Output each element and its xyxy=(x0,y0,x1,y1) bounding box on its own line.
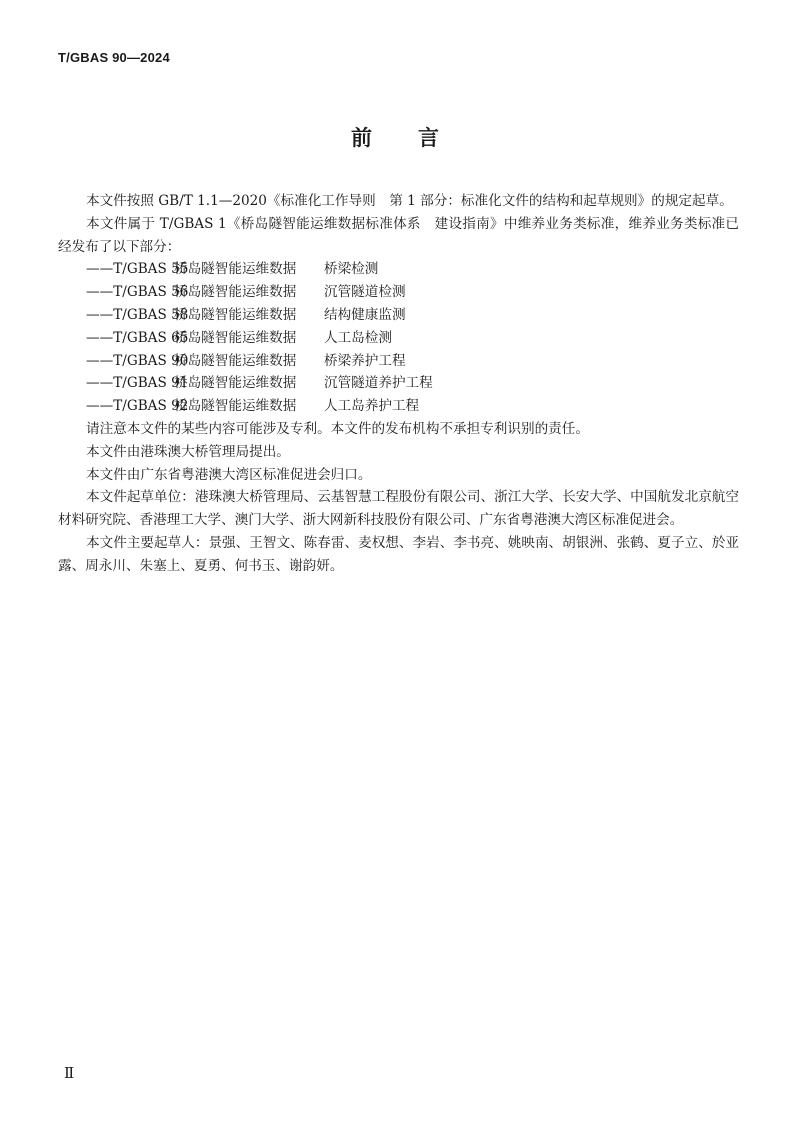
paragraph-administrator: 本文件由广东省粤港澳大湾区标准促进会归口。 xyxy=(86,466,372,483)
standard-topic: 桥梁检测 xyxy=(324,261,379,278)
list-item xyxy=(58,350,739,373)
standard-code: ——T/GBAS 56 xyxy=(86,284,189,301)
standard-series: 桥岛隧智能运维数据 xyxy=(174,352,297,369)
list-item xyxy=(58,258,739,281)
standard-series: 桥岛隧智能运维数据 xyxy=(174,306,297,323)
standard-code: ——T/GBAS 91 xyxy=(86,375,189,392)
standard-topic: 结构健康监测 xyxy=(324,306,406,323)
standard-series: 桥岛隧智能运维数据 xyxy=(174,329,297,346)
standard-topic: 桥梁养护工程 xyxy=(324,352,406,369)
standard-series: 桥岛隧智能运维数据 xyxy=(174,398,297,415)
standard-code: ——T/GBAS 92 xyxy=(86,398,189,415)
page-number: Ⅱ xyxy=(64,1064,75,1082)
paragraph-standard-system: 本文件属于 T/GBAS 1《桥岛隧智能运维数据标准体系 建设指南》中维养业务类标准，维养业务类标准已经发布了以下部分： xyxy=(58,215,739,255)
standard-code: ——T/GBAS 90 xyxy=(86,352,189,369)
paragraph-drafters: 本文件主要起草人：景强、王智文、陈春雷、麦权想、李岩、李书亮、姚映南、胡银洲、张鹤、夏子立、於亚露、周永川、朱塞上、夏勇、何书玉、谢韵妍。 xyxy=(58,534,739,574)
list-item xyxy=(58,372,739,395)
title-char-1: 前 xyxy=(351,126,372,150)
standard-topic: 沉管隧道养护工程 xyxy=(324,375,433,392)
page-title xyxy=(0,122,790,152)
doc-code-header: T/GBAS 90—2024 xyxy=(58,50,170,65)
standard-code: ——T/GBAS 65 xyxy=(86,329,189,346)
standard-topic: 人工岛检测 xyxy=(324,329,392,346)
title-char-2: 言 xyxy=(418,126,439,150)
standard-series: 桥岛隧智能运维数据 xyxy=(174,375,297,392)
paragraph-drafting-rules: 本文件按照 GB/T 1.1—2020《标准化工作导则 第 1 部分：标准化文件的结构和起草规则》的规定起草。 xyxy=(86,193,733,209)
list-item xyxy=(58,395,739,418)
list-item xyxy=(58,281,739,304)
standard-series: 桥岛隧智能运维数据 xyxy=(174,261,297,278)
standards-list xyxy=(58,258,739,418)
paragraph-proposer: 本文件由港珠澳大桥管理局提出。 xyxy=(86,443,290,460)
paragraph-drafting-units: 本文件起草单位：港珠澳大桥管理局、云基智慧工程股份有限公司、浙江大学、长安大学、中国航发北京航空材料研究院、香港理工大学、澳门大学、浙大网新科技股份有限公司、广东省粤港澳大湾区标准促进会。 xyxy=(58,489,739,529)
standard-code: ——T/GBAS 58 xyxy=(86,306,189,323)
list-item xyxy=(58,304,739,327)
paragraph-patent-notice: 请注意本文件的某些内容可能涉及专利。本文件的发布机构不承担专利识别的责任。 xyxy=(86,420,589,437)
standard-code: ——T/GBAS 55 xyxy=(86,261,189,278)
list-item xyxy=(58,327,739,350)
standard-topic: 人工岛养护工程 xyxy=(324,398,420,415)
standard-series: 桥岛隧智能运维数据 xyxy=(174,284,297,301)
standard-topic: 沉管隧道检测 xyxy=(324,284,406,301)
foreword-content xyxy=(58,190,739,578)
